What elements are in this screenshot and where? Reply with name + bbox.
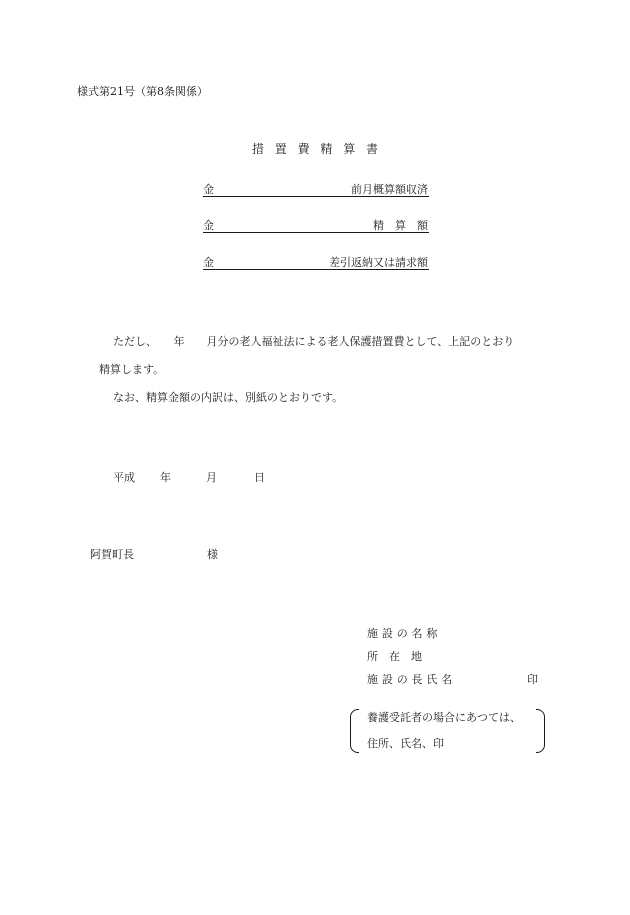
form-number: 様式第21号（第8条関係） [77, 85, 208, 98]
date-year-label: 年 [160, 471, 171, 484]
addressee-name: 阿賀町長 [90, 548, 134, 561]
amount-line-difference [203, 254, 429, 270]
seal-mark: 印 [527, 673, 538, 686]
amount-prefix: 金 [203, 256, 214, 269]
amount-line-previous [203, 181, 429, 197]
amount-label: 前月概算額収済 [351, 183, 428, 196]
body-line-1: ただし、 年 月分の老人福祉法による老人保護措置費として、上記のとおり [113, 335, 515, 348]
body-line-3: なお、精算金額の内訳は、別紙のとおりです。 [113, 391, 344, 404]
amount-prefix: 金 [203, 219, 214, 232]
amount-line-settlement [203, 217, 429, 233]
amount-prefix: 金 [203, 183, 214, 196]
note-line-2: 住所、氏名、印 [367, 737, 444, 750]
amount-label: 精 算 額 [373, 219, 428, 232]
facility-head-label: 施設の長氏名 [367, 673, 457, 686]
body-line-2: 精算します。 [99, 363, 165, 376]
note-line-1: 養護受託者の場合にあつては、 [367, 711, 521, 724]
date-month-label: 月 [206, 471, 217, 484]
facility-address-label: 所 在 地 [367, 650, 422, 663]
amount-label: 差引返納又は請求額 [329, 256, 428, 269]
right-bracket [536, 709, 545, 753]
addressee-honorific: 様 [207, 548, 218, 561]
date-day-label: 日 [254, 471, 265, 484]
facility-name-label: 施設の名称 [367, 627, 442, 640]
document-title: 措置費精算書 [252, 142, 389, 156]
date-era: 平成 [113, 471, 135, 484]
left-bracket [350, 709, 359, 753]
